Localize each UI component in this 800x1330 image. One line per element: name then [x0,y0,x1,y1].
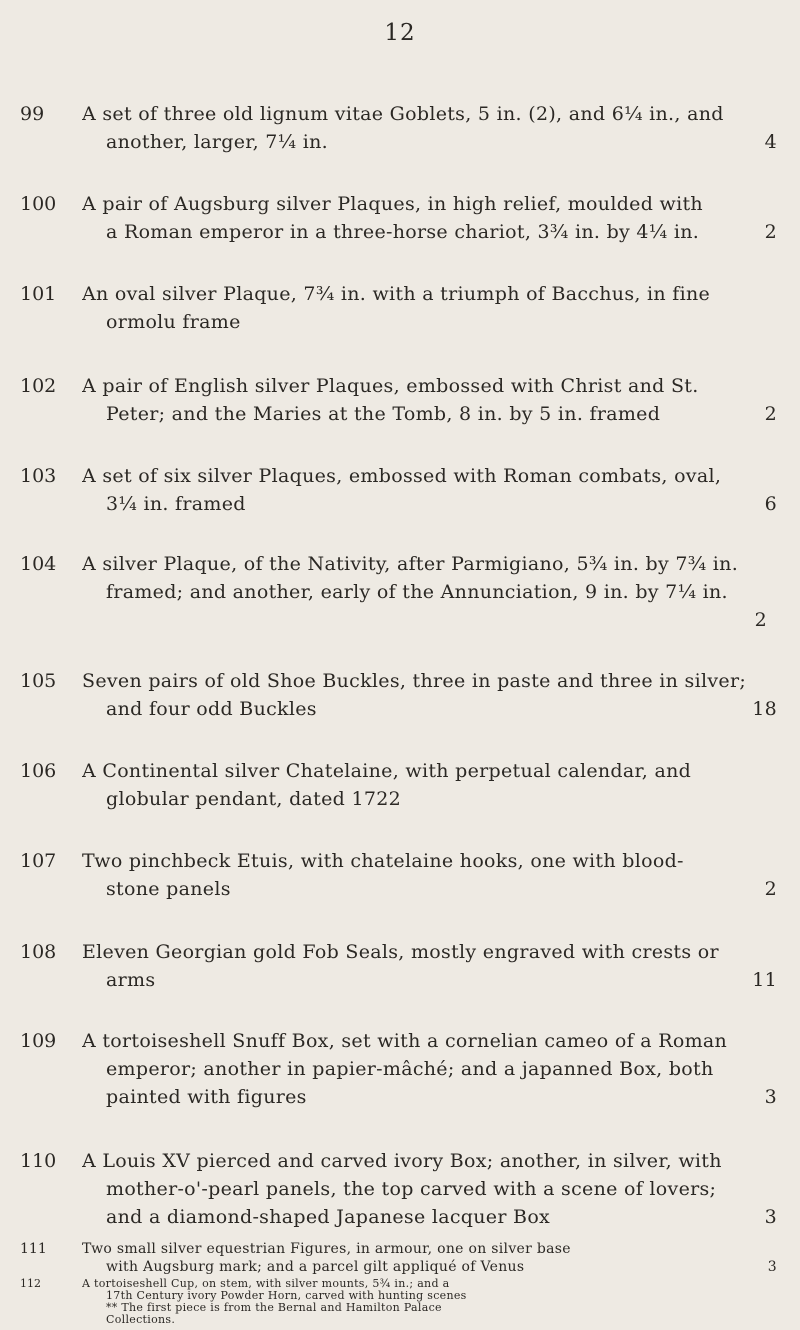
lot-number: 102 [20,375,57,397]
lot-line: Eleven Georgian gold Fob Seals, mostly engraved with crests or [82,941,719,963]
lot-number: 110 [20,1150,57,1172]
lot-description [82,372,777,428]
lot-quantity: 2 [764,221,777,243]
lot-line: 3¼ in. framed 6 [82,490,777,518]
lot-line: arms 11 [82,966,777,994]
lot-line: and a diamond-shaped Japanese lacquer Box 3 [82,1203,777,1231]
lot-line: A Continental silver Chatelaine, with perpetual calendar, and [82,760,692,782]
lot-line: stone panels 2 [82,875,777,903]
lot-line: 17th Century ivory Powder Horn, carved with hunting scenes [106,1290,467,1302]
lot-line: A pair of English silver Plaques, embossed with Christ and St. [82,375,699,397]
lot-quantity: 3 [764,1206,777,1228]
lot-line: another, larger, 7¼ in. 4 [82,128,777,156]
lot-line: A set of three old lignum vitae Goblets, 5 in. (2), and 6¼ in., and [82,103,724,125]
lot-quantity: 18 [752,698,777,720]
lot-quantity: 2 [764,878,777,900]
lot-line: A tortoiseshell Snuff Box, set with a cornelian cameo of a Roman [82,1030,728,1052]
lot-line: and four odd Buckles 18 [82,695,777,723]
lot-quantity: 3 [767,1259,777,1275]
page-number: 12 [384,20,416,46]
lot-line: A silver Plaque, of the Nativity, after Parmigiano, 5¾ in. by 7¾ in. [82,553,739,575]
lot-quantity: 4 [764,131,777,153]
lot-number: 112 [20,1277,41,1290]
lot-line: emperor; another in papier-mâché; and a japanned Box, both [106,1058,714,1080]
lot-number: 111 [20,1241,47,1257]
lot-description [82,1278,777,1326]
lot-number: 109 [20,1030,57,1052]
lot-number: 100 [20,193,57,215]
lot-line: framed; and another, early of the Annunciation, 9 in. by 7¼ in. [106,581,728,603]
lot-number: 105 [20,670,57,692]
lot-line: painted with figures 3 [82,1083,777,1111]
lot-line: An oval silver Plaque, 7¾ in. with a triumph of Bacchus, in fine [82,283,711,305]
lot-description [82,757,777,813]
lot-line: Two small silver equestrian Figures, in armour, one on silver base [82,1241,571,1257]
lot-description [82,100,777,156]
lot-number: 103 [20,465,57,487]
lot-line: globular pendant, dated 1722 [106,788,402,810]
lot-description [82,280,777,336]
lot-line: Two pinchbeck Etuis, with chatelaine hooks, one with blood- [82,850,684,872]
lot-line: A tortoiseshell Cup, on stem, with silver mounts, 5¾ in.; and a [82,1278,450,1290]
lot-description [82,847,777,903]
lot-line: ormolu frame [106,311,241,333]
lot-line: Seven pairs of old Shoe Buckles, three in paste and three in silver; [82,670,747,692]
lot-number: 106 [20,760,57,782]
lot-line: Peter; and the Maries at the Tomb, 8 in. by 5 in. framed 2 [82,400,777,428]
lot-line: A set of six silver Plaques, embossed with Roman combats, oval, [82,465,722,487]
lot-description [82,190,777,246]
lot-number: 99 [20,103,45,125]
lot-line: a Roman emperor in a three-horse chariot, 3¾ in. by 4¼ in. 2 [82,218,777,246]
lot-quantity: 3 [764,1086,777,1108]
lot-description [82,1240,777,1276]
lot-quantity: 6 [764,493,777,515]
lot-quantity: 11 [752,969,777,991]
lot-note: ** The first piece is from the Bernal and Hamilton Palace [106,1302,442,1314]
lot-line: A pair of Augsburg silver Plaques, in high relief, moulded with [82,193,703,215]
lot-line: mother-o'-pearl panels, the top carved with a scene of lovers; [106,1178,717,1200]
lot-number: 108 [20,941,57,963]
lot-line: with Augsburg mark; and a parcel gilt appliqué of Venus 3 [106,1259,777,1275]
lot-line: A Louis XV pierced and carved ivory Box; another, in silver, with [82,1150,722,1172]
lot-description [82,1147,777,1231]
lot-number: 107 [20,850,57,872]
lot-quantity: 2 [764,403,777,425]
lot-number: 101 [20,283,57,305]
lot-description [82,667,777,723]
lot-description [82,938,777,994]
lot-quantity: 2 [754,609,767,631]
lot-description [82,462,777,518]
lot-description [82,1027,777,1111]
lot-number: 104 [20,553,57,575]
lot-note: Collections. [106,1314,176,1326]
lot-description [82,550,777,634]
